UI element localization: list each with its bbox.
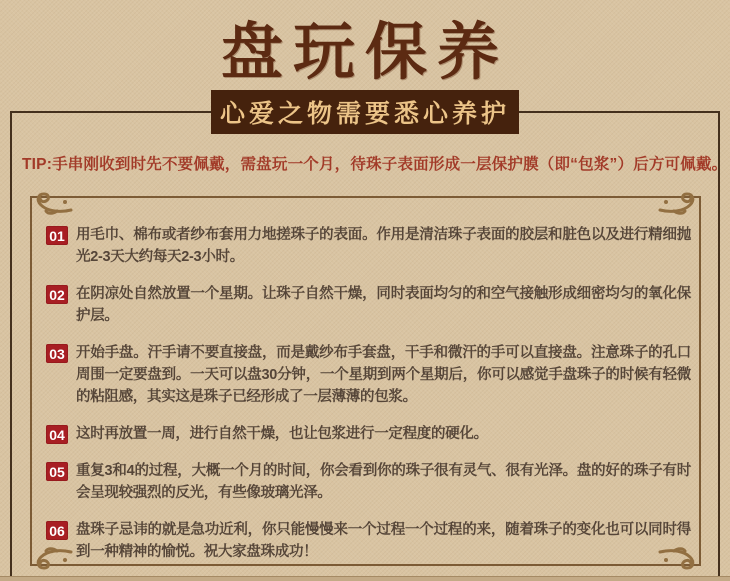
step-text: 这时再放置一周，进行自然干燥，也让包浆进行一定程度的硬化。 (76, 426, 488, 442)
care-steps-box (30, 196, 701, 566)
step-number-badge: 05 (46, 462, 68, 481)
step-text: 在阴凉处自然放置一个星期。让珠子自然干燥，同时表面均匀的和空气接触形成细密均匀的氧化保护层。 (76, 286, 691, 324)
page-title: 盘玩保养 (220, 15, 509, 88)
care-step-item (46, 423, 691, 445)
care-step-item (46, 460, 691, 504)
care-step-item (46, 342, 691, 408)
subtitle-banner (211, 90, 519, 134)
step-text: 用毛巾、棉布或者纱布套用力地搓珠子的表面。作用是清洁珠子表面的胶层和脏色以及进行精细抛光2-3天大约每天2-3小时。 (76, 227, 691, 265)
corner-flourish-icon (658, 189, 702, 215)
care-steps-list (46, 224, 691, 563)
next-section-edge (0, 576, 730, 581)
step-number-badge: 06 (46, 521, 68, 540)
corner-flourish-icon (29, 189, 73, 215)
step-number-badge: 04 (46, 425, 68, 444)
care-step-item (46, 283, 691, 327)
step-text: 开始手盘。汗手请不要直接盘，而是戴纱布手套盘，干手和微汗的手可以直接盘。注意珠子的孔口周围一定要盘到。一天可以盘30分钟，一个星期到两个星期后，你可以感觉手盘珠子的时候有轻微的粘阻感，其实这是珠子已经形成了一层薄薄的包浆。 (76, 345, 691, 405)
step-text: 盘珠子忌讳的就是急功近利，你只能慢慢来一个过程一个过程的来，随着珠子的变化也可以同时得到一种精神的愉悦。祝大家盘珠成功！ (76, 522, 691, 560)
tip-text: TIP:手串刚收到时先不要佩戴，需盘玩一个月，待珠子表面形成一层保护膜（即“包浆”）后方可佩戴。 (22, 156, 728, 173)
step-text: 重复3和4的过程，大概一个月的时间，你会看到你的珠子很有灵气、很有光泽。盘的好的珠子有时会呈现较强烈的反光，有些像玻璃光泽。 (76, 463, 691, 501)
step-number-badge: 03 (46, 344, 68, 363)
corner-flourish-icon (29, 547, 73, 573)
subtitle-banner-label: 心爱之物需要悉心养护 (219, 99, 510, 128)
care-step-item (46, 519, 691, 563)
step-number-badge: 02 (46, 285, 68, 304)
corner-flourish-icon (658, 547, 702, 573)
step-number-badge: 01 (46, 226, 68, 245)
care-step-item (46, 224, 691, 268)
